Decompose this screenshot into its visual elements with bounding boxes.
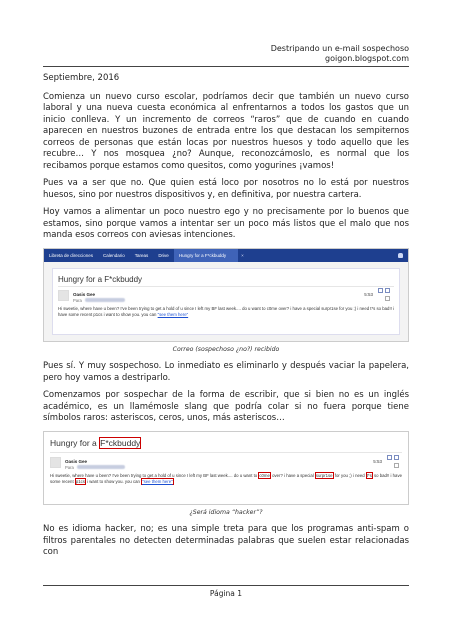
tab-tasks: Tareas: [134, 252, 149, 258]
message-part: for you ;) i need: [333, 472, 366, 478]
tab-drive: Drive: [158, 252, 169, 258]
to-label: Para: [65, 464, 74, 470]
email-screenshot-2: [43, 431, 409, 505]
paragraph-2: Pues va a ser que no. Que quien está loco por nosotros no lo está por nuestros huesos, sino por nuestros dispositivos y, en definitiva, por nuestra cartera.: [43, 178, 409, 200]
message-link: "see them here": [142, 478, 173, 484]
avatar: [58, 290, 69, 301]
paragraph-1: Comienza un nuevo curso escolar, podríamos decir que también un nuevo curso laboral y una nueva cuesta económica al enfrentarnos a todos los gastos que un inicio conlleva. Y un incremento de correos “raros” que de cuando en cuando aparecen en nuestros buzones de entrada entre los que destacan los sempiternos correos de personas que están locas por nuestros huesos y todo aquello que les recubre… Y nos mosquea ¿no? Aunque, reconozcámoslo, es normal que los recibamos porque estamos como quesitos, como yogurines ¡vamos!: [43, 91, 409, 171]
footer-rule: [43, 585, 409, 586]
to-label: Para: [73, 297, 82, 303]
recipient-line: [65, 462, 125, 474]
email-message: [58, 306, 394, 318]
message-part: i want to show you. you can: [85, 478, 142, 484]
message-part: over? i have a special: [270, 472, 315, 478]
menu-icon: [385, 288, 390, 293]
highlight-c0me: c0me: [259, 472, 270, 478]
tab-close-icon: ×: [241, 252, 244, 258]
header-site: goigon.blogspot.com: [325, 54, 409, 63]
header-rule: [43, 66, 409, 67]
email-time: 5:53: [373, 458, 382, 464]
paragraph-5: Comenzamos por sospechar de la forma de escribir, que si bien no es un inglés académico, es un llamémosle slang que podría colar si no fuera porque tiene símbolos raros: asteriscos, ceros, unos, más asteriscos…: [43, 390, 409, 423]
divider: [50, 452, 402, 453]
highlight-ts: t*s: [366, 472, 372, 478]
tab-email: Hungry for a F*ckbuddy: [174, 249, 238, 262]
paragraph-4: Pues sí. Y muy sospechoso. Lo inmediato es eliminarlo y después vaciar la papelera, pero hoy vamos a destriparlo.: [43, 361, 409, 383]
redacted-address: [85, 298, 125, 302]
sender-name: Oasis Gee: [73, 291, 96, 297]
email-time: 5:53: [364, 291, 373, 297]
email-subject-highlighted: [50, 438, 141, 450]
star-icon: [385, 296, 390, 301]
document-body: [43, 73, 409, 565]
divider: [58, 286, 394, 287]
message-link: "see them here": [157, 311, 189, 317]
email-card: [52, 268, 400, 335]
tab-calendar: Calendario: [103, 252, 125, 258]
bell-icon: [398, 253, 403, 258]
caption-2: ¿Será idioma “hacker”?: [189, 508, 263, 516]
star-icon: [394, 463, 399, 468]
subject-prefix: Hungry for a: [50, 437, 100, 448]
redacted-address: [77, 465, 125, 469]
highlight-p1cs: p1cs: [75, 478, 85, 484]
highlight-fckbuddy: F*ckbuddy: [100, 437, 141, 448]
mail-tab-bar: [44, 249, 408, 262]
recipient-line: [73, 295, 125, 307]
highlight-surpr1se: surpr1se: [315, 472, 333, 478]
message-part: Hi sweetie, where have u been? I've been trying to get a hold of u since I left my BF last week.... do u want to: [50, 472, 259, 478]
email-message-highlighted: [50, 473, 402, 485]
caption-1: Correo (sospechoso ¿no?) recibido: [172, 345, 280, 353]
paragraph-6: No es idioma hacker, no; es una simple treta para que los programas anti-spam o filtros parentales no detecten determinadas palabras que suelen estar relacionadas con: [43, 524, 409, 557]
paragraph-3: Hoy vamos a alimentar un poco nuestro ego y no precisamente por lo buenos que estamos, sino porque vamos a intentar ser un poco más listos que el malo que nos manda esos correos con aviesas intenciones.: [43, 207, 409, 240]
page-header: [271, 44, 409, 64]
menu-icon: [394, 455, 399, 460]
reply-icon: [387, 455, 392, 460]
sender-name: Oasis Gee: [65, 458, 88, 464]
reply-icon: [378, 288, 383, 293]
message-part: so bad!! i have some recent: [50, 472, 402, 484]
message-text: Hi sweetie, where have u been? I've been trying to get a hold of u since I left my BF last week.... do u want to c0me over? i have a special surpr1se for you ;) i need t*s so bad!! i have some recent p1cs i want to show you. you can: [58, 305, 394, 317]
date-line: Septiembre, 2016: [43, 73, 120, 83]
email-subject: Hungry for a F*ckbuddy: [58, 274, 143, 284]
tab-address-book: Libreta de direcciones: [49, 252, 94, 258]
avatar: [50, 457, 61, 468]
email-screenshot-1: [43, 248, 409, 342]
page-number: Página 1: [209, 589, 243, 598]
header-title: Destripando un e-mail sospechoso: [270, 44, 409, 53]
